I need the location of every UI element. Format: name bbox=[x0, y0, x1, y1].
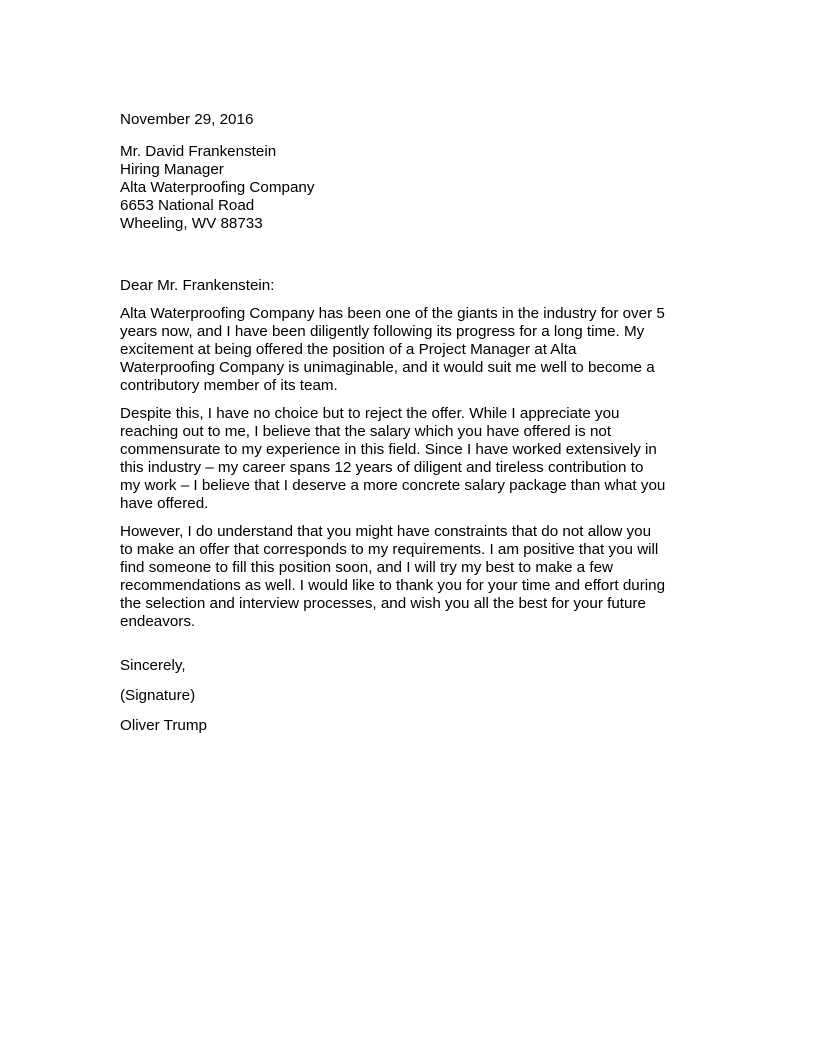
paragraph-line: Alta Waterproofing Company has been one of the giants in the industry for over 5 bbox=[120, 305, 665, 322]
letter-body bbox=[120, 111, 690, 747]
paragraph-line: commensurate to my experience in this field. Since I have worked extensively in bbox=[120, 441, 657, 458]
recipient-title: Hiring Manager bbox=[120, 161, 224, 178]
paragraph-2 bbox=[120, 405, 690, 513]
paragraph-line: have offered. bbox=[120, 495, 209, 512]
sender-name: Oliver Trump bbox=[120, 717, 207, 734]
paragraph-line: this industry – my career spans 12 years of diligent and tireless contribution to bbox=[120, 459, 644, 476]
paragraph-line: However, I do understand that you might have constraints that do not allow you bbox=[120, 523, 652, 540]
signature: (Signature) bbox=[120, 687, 196, 704]
salutation: Dear Mr. Frankenstein: bbox=[120, 277, 275, 294]
paragraph-line: endeavors. bbox=[120, 613, 196, 630]
recipient-name: Mr. David Frankenstein bbox=[120, 143, 277, 160]
paragraph-line: contributory member of its team. bbox=[120, 377, 338, 394]
paragraph-line: years now, and I have been diligently following its progress for a long time. My bbox=[120, 323, 645, 340]
letter-date: November 29, 2016 bbox=[120, 111, 254, 128]
recipient-address bbox=[120, 143, 690, 233]
recipient-street: 6653 National Road bbox=[120, 197, 255, 214]
paragraph-line: find someone to fill this position soon, and I will try my best to make a few bbox=[120, 559, 613, 576]
paragraph-line: reaching out to me, I believe that the salary which you have offered is not bbox=[120, 423, 612, 440]
paragraph-line: Waterproofing Company is unimaginable, and it would suit me well to become a bbox=[120, 359, 655, 376]
paragraph-3 bbox=[120, 523, 690, 631]
paragraph-line: recommendations as well. I would like to thank you for your time and effort during bbox=[120, 577, 666, 594]
paragraph-line: Despite this, I have no choice but to reject the offer. While I appreciate you bbox=[120, 405, 620, 422]
recipient-city: Wheeling, WV 88733 bbox=[120, 215, 263, 232]
paragraph-line: the selection and interview processes, and wish you all the best for your future bbox=[120, 595, 646, 612]
closing: Sincerely, bbox=[120, 657, 186, 674]
paragraph-line: my work – I believe that I deserve a more concrete salary package than what you bbox=[120, 477, 666, 494]
paragraph-1 bbox=[120, 305, 690, 395]
recipient-company: Alta Waterproofing Company bbox=[120, 179, 315, 196]
paragraph-line: excitement at being offered the position of a Project Manager at Alta bbox=[120, 341, 577, 358]
paragraph-line: to make an offer that corresponds to my requirements. I am positive that you will bbox=[120, 541, 659, 558]
closing-block bbox=[120, 657, 690, 735]
